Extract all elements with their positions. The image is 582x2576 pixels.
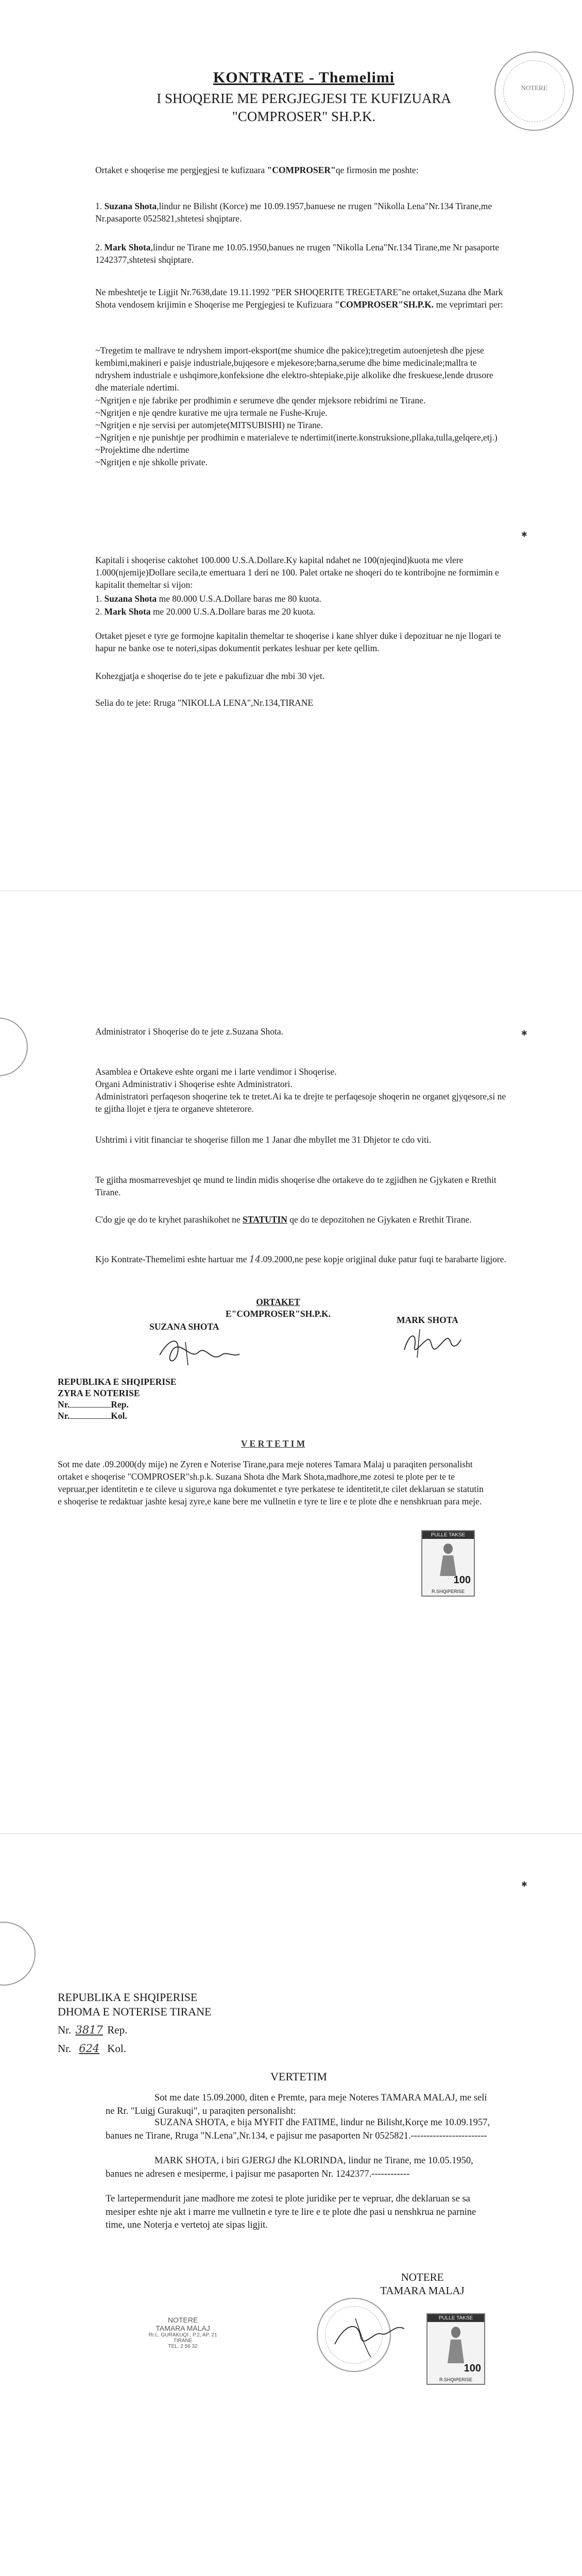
partner-1-number: 1. bbox=[95, 201, 105, 211]
administrator-line: Administrator i Shoqerise do te jete z.Suzana Shota. bbox=[95, 1026, 283, 1037]
contract-subtitle-line2: "COMPROSER" SH.P.K. bbox=[232, 109, 376, 124]
company-name: "COMPROSER" bbox=[267, 165, 336, 175]
legal-basis-text: Ne mbeshtetje te Ligjit Nr.7638,date 19.11.1992 "PER SHOQERITE TREGETARE"ne ortaket,Suzana dhe Mark Shota vendosem krijimin e Shoqerise me Pergjegjesi te Kufizuara bbox=[95, 287, 503, 310]
disputes-paragraph: Te gjitha mosmarreveshjet qe mund te lindin midis shoqerise dhe ortakeve do te zgjidhen ne Gjykaten e Rrethit Tirane. bbox=[95, 1175, 497, 1198]
certification-body: Sot me date .09.2000(dy mije) ne Zyren e Noterise Tirane,para meje noteres Tamara Malaj u paraqiten personalisht ortaket e shoqerise "COMPROSER"sh.p.k. Suzana Shota dhe Mark Shota,madhore,me zotesi te plote per te te vepruar,per identitetin e te cileve u sigurova nga dokumentet e tyre perkatese te identitetit,te cilet deklaruan se statutin e shoqerise te redaktuar jashte kesaj zyre,e kane bere me vullnetin e tyre te lire e te plote dhe e nenshkruan para meje. bbox=[58, 1459, 484, 1507]
partner-1-name: Suzana Shota bbox=[104, 201, 157, 211]
kol-handwritten-number: 624 bbox=[79, 2042, 100, 2055]
seal-text: NOTERE bbox=[521, 84, 547, 92]
tax-stamp-header: PULLE TAKSE bbox=[422, 1531, 474, 1539]
assembly-paragraph: Asamblea e Ortakeve eshte organi me i larte vendimor i Shoqerise. Organi Administrativ i Shoqerise eshte Administratori. Administratori perfaqeson shoqerine tek te tretet.Ai ka te drejte te perfaqesoje shoqerin ne organet gjyqesore,si ne te gjitha llojet e tjera te organeve shteterore. bbox=[95, 1066, 506, 1114]
repertory-line bbox=[58, 2023, 264, 2038]
certification-intro: Sot me date 15.09.2000, diten e Premte, para meje Noteres TAMARA MALAJ, me seli ne Rr. "Luigj Gurakuqi", u paraqiten personalisht: bbox=[106, 2093, 487, 2116]
intro-text-end: qe firmosin me poshte: bbox=[335, 165, 419, 175]
party-suzana-paragraph: SUZANA SHOTA, e bija MYFIT dhe FATIME, lindur ne Bilisht,Korçe me 10.09.1957, banues ne Tirane, Rruga "N.Lena",Nr.134, e pajisur me pasaporten Nr 0525821.------------------------ bbox=[106, 2117, 490, 2141]
share-1-name: Suzana Shota bbox=[104, 594, 157, 604]
tax-stamp bbox=[421, 1530, 475, 1597]
nr-label: Nr. bbox=[58, 1411, 70, 1421]
notary-certification-page bbox=[0, 1834, 582, 2576]
kol-number bbox=[58, 1410, 212, 1422]
statute-paragraph bbox=[95, 1213, 507, 1226]
seat-paragraph: Selia do te jete: Rruga "NIKOLLA LENA",Nr.134,TIRANE bbox=[95, 698, 314, 708]
partners-heading: ORTAKET bbox=[256, 1297, 300, 1307]
legal-basis-paragraph bbox=[95, 286, 507, 311]
tax-stamp-footer: R.SHQIPERISE bbox=[431, 1589, 465, 1594]
tax-stamp-figure-icon bbox=[440, 2324, 471, 2364]
tax-stamp-value: 100 bbox=[464, 2363, 481, 2374]
tax-stamp bbox=[426, 2313, 485, 2385]
signatory-mark: MARK SHOTA bbox=[397, 1315, 458, 1325]
statute-word: STATUTIN bbox=[243, 1214, 287, 1225]
share-2-amount: me 20.000 U.S.A.Dollare baras me 20 kuota. bbox=[150, 606, 316, 617]
activities-list: ~Tregetim te mallrave te ndryshem import-eksport(me shumice dhe pakice);tregetim autoenjetesh dhe pjese kembimi,makineri e paisje industriale,bujqesore e mjekesore;barna,serume dhe bime medicinale;mallra te ndryshem industriale e ushqimore,konfeksione dhe elektro-shtepiake,pije alkolike dhe freskuese,lende drusore dhe materiale ndertimi. ~Ngritjen e nje fabrike per prodhimin e serumeve dhe qender mjeksore rebidrimi ne Tirane. ~Ngritjen e nje qendre kurative me ujra termale ne Fushe-Kruje. ~Ngritjen e nje servisi per automjete(MITSUBISHI) ne Tirane. ~Ngritjen e nje punishtje per prodhimin e materialeve te ndertimit(inerte.konstruksione,pllaka,tulla,gelqere,etj.) ~Projektime dhe ndertime ~Ngritjen e nje shkolle private. bbox=[95, 345, 498, 468]
statute-text: C'do gje qe do te kryhet parashikohet ne bbox=[95, 1214, 243, 1225]
contract-title: KONTRATE - Themelimi bbox=[213, 69, 395, 86]
kol-line bbox=[58, 2041, 264, 2056]
stamp-line: NOTERE bbox=[167, 2316, 198, 2324]
drafted-paragraph bbox=[95, 1253, 507, 1266]
partner-1-details: ,lindur ne Bilisht (Korce) me 10.09.1957,banuese ne rrugen "Nikolla Lena"Nr.134 Tirane,me Nr.pasaporte 0525821,shtetesi shqiptare. bbox=[95, 201, 492, 224]
nr-label: Nr. bbox=[58, 2042, 72, 2055]
declaration-paragraph: Te lartepermendurit jane madhore me zotesi te plote juridike per te vepruar, dhe deklaruan se sa mesiper eshte nje akt i marre me vullnetin e tyre te lire e te plote dhe pasi u nenshkrua ne parnine time, une Noterja e vertetoj ate sipas ligjit. bbox=[106, 2194, 476, 2231]
kol-label: Kol. bbox=[111, 1411, 127, 1421]
capital-share-2 bbox=[95, 605, 507, 618]
duration-paragraph: Kohezgjatja e shoqerise do te jete e pakufizuar dhe mbi 30 vjet. bbox=[95, 671, 325, 681]
contract-subtitle-line1: I SHOQERIE ME PERGJEGJESI TE KUFIZUARA bbox=[157, 91, 451, 106]
signature-suzana bbox=[149, 1334, 252, 1370]
republic-heading: REPUBLIKA E SHQIPERISE bbox=[58, 1991, 198, 2004]
intro-paragraph bbox=[95, 164, 507, 176]
intro-text: Ortaket e shoqerise me pergjegjesi te kufizuara bbox=[95, 165, 267, 175]
legal-basis-end: me veprimtari per: bbox=[434, 299, 503, 310]
stamp-line: TAMARA MALAJ bbox=[156, 2324, 210, 2332]
page-mark: ✱ bbox=[521, 1029, 527, 1038]
notary-label: NOTERE bbox=[401, 2271, 444, 2283]
drafted-handwritten-day: 14 bbox=[249, 1255, 261, 1265]
certification-heading: V E R T E T I M bbox=[241, 1438, 305, 1449]
nr-label: Nr. bbox=[58, 1399, 70, 1410]
drafted-text: Kjo Kontrate-Themelimi eshte hartuar me bbox=[95, 1254, 249, 1264]
drafted-text-end: .09.2000,ne pese kopje origjinal duke patur fuqi te barabarte ligjore. bbox=[261, 1254, 506, 1264]
share-1-amount: me 80.000 U.S.A.Dollare baras me 80 kuota. bbox=[157, 594, 321, 604]
contract-page-2 bbox=[0, 891, 582, 1834]
partner-2-details: ,lindur ne Tirane me 10.05.1950,banues ne rrugen "Nikolla Lena"Nr.134 Tirane,me Nr pasaporte 1242377,shtetesi shqiptare. bbox=[95, 242, 500, 265]
repertory-handwritten-number: 3817 bbox=[75, 2024, 103, 2036]
tax-stamp-figure-icon bbox=[433, 1541, 464, 1577]
kol-label: Kol. bbox=[107, 2042, 126, 2055]
stamp-line: TEL. 2 56 32 bbox=[168, 2344, 198, 2349]
nr-label: Nr. bbox=[58, 2024, 72, 2036]
page-mark: ✱ bbox=[521, 1880, 527, 1889]
tax-stamp-value: 100 bbox=[453, 1574, 471, 1586]
partial-seal-left bbox=[0, 1922, 36, 1986]
share-2-name: Mark Shota bbox=[104, 606, 151, 617]
signature-mark bbox=[399, 1327, 466, 1363]
capital-share-1 bbox=[95, 592, 507, 605]
rep-label: Rep. bbox=[111, 1399, 129, 1410]
repertory-number bbox=[58, 1398, 212, 1411]
rep-label: Rep. bbox=[107, 2024, 128, 2036]
fiscal-year-paragraph: Ushtrimi i vitit financiar te shoqerise fillon me 1 Janar dhe mbyllet me 31 Dhjetor te cdo viti. bbox=[95, 1134, 432, 1145]
partners-company: E"COMPROSER"SH.P.K. bbox=[225, 1309, 331, 1319]
partial-seal-left bbox=[0, 1018, 28, 1076]
notary-signature bbox=[330, 2313, 412, 2360]
republic-label: REPUBLIKA E SHQIPERISE bbox=[58, 1377, 177, 1387]
signatory-suzana: SUZANA SHOTA bbox=[149, 1321, 219, 1332]
page-mark: ✱ bbox=[521, 531, 527, 539]
share-2-number: 2. bbox=[95, 606, 105, 617]
partner-2-paragraph bbox=[95, 241, 507, 266]
stamp-line: TIRANE bbox=[173, 2338, 193, 2344]
party-mark-paragraph: MARK SHOTA, i biri GJERGJ dhe KLORINDA, lindur ne Tirane, me 10.05.1950, banues ne adresen e mesiperme, i pajisur me pasaporten Nr. 1242377.------------ bbox=[106, 2156, 473, 2179]
contract-page-1 bbox=[0, 0, 582, 891]
notary-chamber-heading: DHOMA E NOTERISE TIRANE bbox=[58, 2005, 212, 2018]
partner-1-paragraph bbox=[95, 200, 507, 225]
certification-heading: VERTETIM bbox=[270, 2070, 327, 2083]
notary-name: TAMARA MALAJ bbox=[380, 2284, 465, 2297]
notary-office-stamp bbox=[131, 2316, 234, 2349]
capital-paragraph: Kapitali i shoqerise caktohet 100.000 U.S.A.Dollare.Ky kapital ndahet ne 100(njeqind)kuota me vlere 1.000(njemije)Dollare secila,te emertuara 1 deri ne 100. Palet ortake ne shoqeri do te kontribojne ne formimin e kapitalit themeltar si vijon: bbox=[95, 555, 499, 590]
statute-text-end: qe do te depozitohen ne Gjykaten e Rrethit Tirane. bbox=[287, 1214, 472, 1225]
tax-stamp-footer: R.SHQIPERISE bbox=[439, 2377, 472, 2382]
tax-stamp-header: PULLE TAKSE bbox=[427, 2314, 484, 2322]
deposit-paragraph: Ortaket pjeset e tyre ge formojne kapitalin themeltar te shoqerise i kane shlyer duke i depozituar ne nje llogari te hapur ne banke ose te noteri,sipas dokumentit perkates leshuar per kete qellim. bbox=[95, 631, 501, 654]
notary-seal-stamp bbox=[494, 52, 574, 131]
share-1-number: 1. bbox=[95, 594, 105, 604]
notary-office-label: ZYRA E NOTERISE bbox=[58, 1388, 140, 1398]
company-name-bold: "COMPROSER"SH.P.K. bbox=[334, 299, 434, 310]
stamp-line: Rr.L. GURAKUQI , P.2, AP. 21 bbox=[148, 2332, 217, 2338]
partner-2-number: 2. bbox=[95, 242, 105, 252]
partner-2-name: Mark Shota bbox=[104, 242, 151, 252]
